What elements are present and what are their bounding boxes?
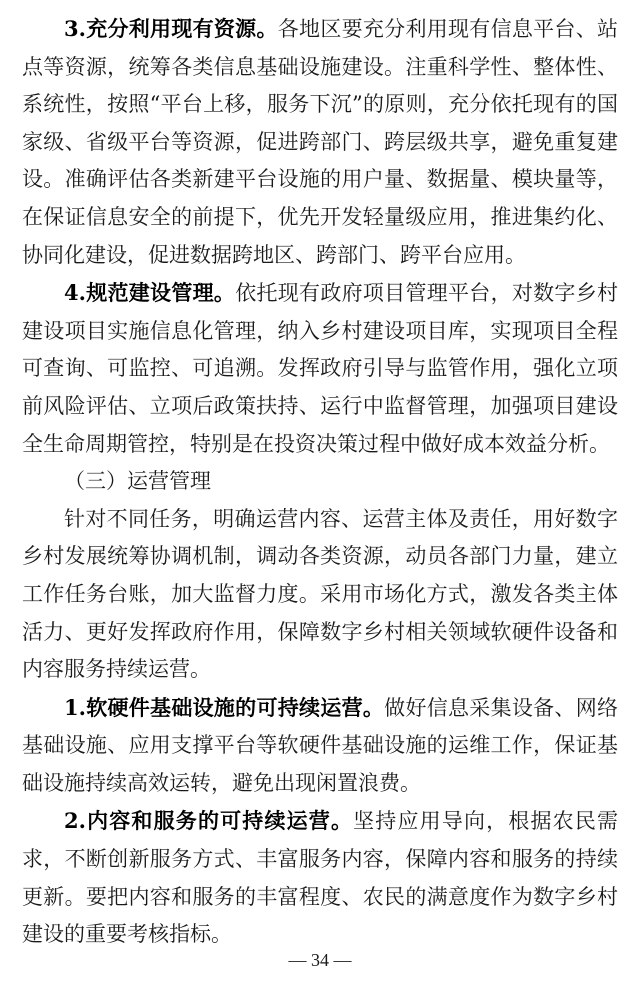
paragraph-title: 3.充分利用现有资源。: [64, 16, 278, 41]
paragraph-construction-management: [22, 274, 618, 463]
paragraph-body: 各地区要充分利用现有信息平台、站点等资源，统筹各类信息基础设施建设。注重科学性、整体性、系统性，按照“平台上移，服务下沉”的原则，充分依托现有的国家级、省级平台等资源，促进跨部门、跨层级共享，避免重复建设。准确评估各类新建平台设施的用户量、数据量、模块量等，在保证信息安全的前提下，优先开发轻量级应用，推进集约化、协同化建设，促进数据跨地区、跨部门、跨平台应用。: [22, 17, 618, 267]
paragraph-resources: [22, 10, 618, 274]
paragraph-body: 坚持应用导向，根据农民需求，不断创新服务方式、丰富服务内容，保障内容和服务的持续更新。要把内容和服务的丰富程度、农民的满意度作为数字乡村建设的重要考核指标。: [22, 809, 619, 947]
paragraph-title: 1.软硬件基础设施的可持续运营。: [64, 694, 385, 720]
page-number: — 34 —: [288, 950, 352, 970]
paragraph-content-service-operation: [22, 802, 618, 953]
paragraph-body: 依托现有政府项目管理平台，对数字乡村建设项目实施信息化管理，纳入乡村建设项目库，实现项目全程可查询、可监控、可追溯。发挥政府引导与监管作用，强化立项前风险评估、立项后政策扶持、运行中监督管理，加强项目建设全生命周期管控，特别是在投资决策过程中做好成本效益分析。: [22, 281, 618, 456]
paragraph-infrastructure-operation: [22, 689, 618, 803]
section-intro: 针对不同任务，明确运营内容、运营主体及责任，用好数字乡村发展统筹协调机制，调动各类资源，动员各部门力量，建立工作任务台账，加大监督力度。采用市场化方式，激发各类主体活力、更好发挥政府作用，保障数字乡村相关领域软硬件设备和内容服务持续运营。: [22, 506, 618, 682]
paragraph-title: 2.内容和服务的可持续运营。: [64, 808, 354, 834]
paragraph-title: 4.规范建设管理。: [64, 280, 236, 306]
paragraph-body: 做好信息采集设备、网络基础设施、应用支撑平台等软硬件基础设施的运维工作，保证基础设施持续高效运转，避免出现闲置浪费。: [22, 695, 619, 795]
section-heading: （三）运营管理: [64, 469, 211, 494]
